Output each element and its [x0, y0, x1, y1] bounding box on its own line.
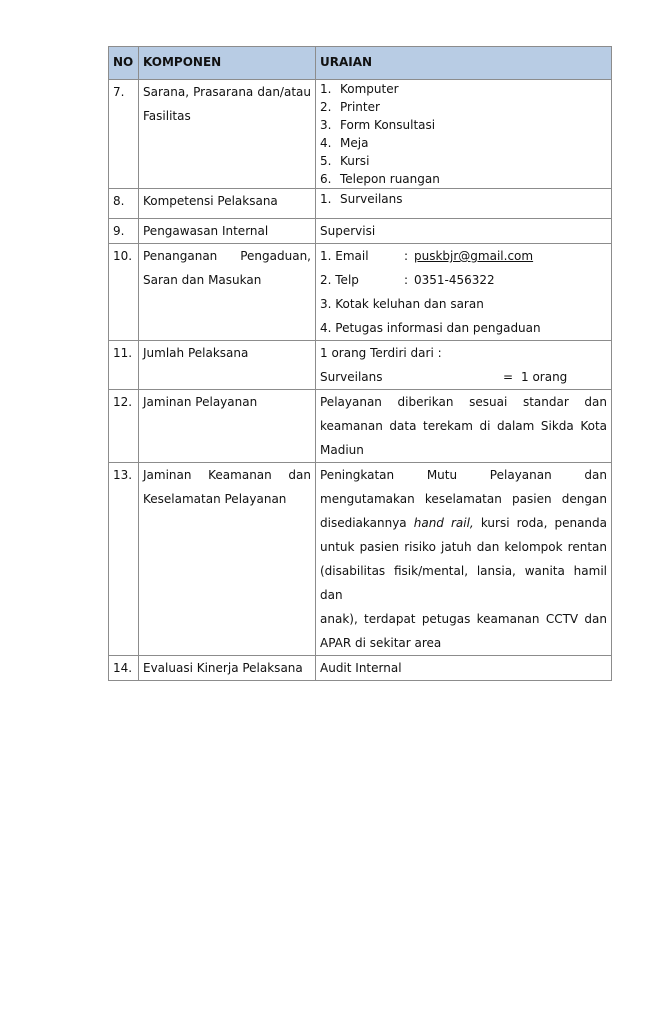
- uraian-line: (disabilitas fisik/mental, lansia, wanita hamil dan: [320, 564, 607, 602]
- uraian-line: untuk pasien risiko jatuh dan kelompok rentan: [320, 540, 607, 554]
- uraian-line: APAR di sekitar area: [320, 636, 442, 650]
- row-komponen: Jaminan Pelayanan: [139, 390, 316, 463]
- row-komponen: Evaluasi Kinerja Pelaksana: [139, 656, 316, 681]
- email-link[interactable]: puskbjr@gmail.com: [414, 249, 534, 263]
- table-row: [109, 244, 612, 341]
- uraian-line: Peningkatan Mutu Pelayanan dan: [320, 468, 607, 482]
- uraian-line: Madiun: [320, 443, 364, 457]
- list-item: 3. Kotak keluhan dan saran: [320, 297, 484, 311]
- row-uraian: [316, 189, 612, 219]
- table-row: [109, 219, 612, 244]
- list-item: 1. Surveilans: [320, 192, 403, 206]
- list-item: 1. Komputer: [320, 82, 399, 96]
- uraian-line: anak), terdapat petugas keamanan CCTV dan: [320, 612, 607, 626]
- uraian-line: 1 orang Terdiri dari :: [320, 346, 442, 360]
- table-row: [109, 656, 612, 681]
- row-uraian: Supervisi: [316, 219, 612, 244]
- komponen-line: Jaminan Keamanan dan: [143, 468, 311, 482]
- row-no: 14.: [109, 656, 139, 681]
- header-no: NO: [109, 47, 139, 80]
- list-item: 3. Form Konsultasi: [320, 118, 436, 132]
- komponen-line: Keselamatan Pelayanan: [143, 492, 287, 506]
- list-item: 2. Printer: [320, 100, 380, 114]
- uraian-line: Surveilans = 1 orang: [320, 370, 568, 384]
- row-komponen: Kompetensi Pelaksana: [139, 189, 316, 219]
- komponen-line: Penanganan Pengaduan,: [143, 249, 311, 263]
- row-komponen: [139, 244, 316, 341]
- row-no: 9.: [109, 219, 139, 244]
- komponen-table: [108, 46, 612, 681]
- list-item: 4. Petugas informasi dan pengaduan: [320, 321, 541, 335]
- row-komponen: Jumlah Pelaksana: [139, 341, 316, 390]
- uraian-line: keamanan data terekam di dalam Sikda Kota: [320, 419, 607, 433]
- row-uraian: [316, 80, 612, 189]
- row-no: 10.: [109, 244, 139, 341]
- row-uraian: [316, 390, 612, 463]
- header-uraian: URAIAN: [316, 47, 612, 80]
- uraian-line: disediakannya hand rail, kursi roda, penanda: [320, 516, 607, 530]
- row-uraian: Audit Internal: [316, 656, 612, 681]
- komponen-line: Sarana, Prasarana dan/atau: [143, 85, 311, 99]
- list-item: 6. Telepon ruangan: [320, 172, 440, 186]
- list-item: 4. Meja: [320, 136, 369, 150]
- table-header-row: [109, 47, 612, 80]
- komponen-line: Fasilitas: [143, 109, 191, 123]
- table-row: [109, 463, 612, 656]
- table-row: [109, 390, 612, 463]
- row-komponen: [139, 80, 316, 189]
- komponen-line: Saran dan Masukan: [143, 273, 262, 287]
- header-komponen: KOMPONEN: [139, 47, 316, 80]
- row-no: 12.: [109, 390, 139, 463]
- row-no: 13.: [109, 463, 139, 656]
- table-row: [109, 80, 612, 189]
- row-no: 7.: [109, 80, 139, 189]
- contact-telp: 2. Telp : 0351-456322: [320, 273, 495, 287]
- uraian-line: mengutamakan keselamatan pasien dengan: [320, 492, 607, 506]
- table-row: [109, 341, 612, 390]
- row-uraian: [316, 341, 612, 390]
- row-uraian: [316, 244, 612, 341]
- row-komponen: [139, 463, 316, 656]
- list-item: 5. Kursi: [320, 154, 370, 168]
- table-row: [109, 189, 612, 219]
- row-no: 11.: [109, 341, 139, 390]
- row-komponen: Pengawasan Internal: [139, 219, 316, 244]
- row-uraian: [316, 463, 612, 656]
- uraian-line: Pelayanan diberikan sesuai standar dan: [320, 395, 607, 409]
- row-no: 8.: [109, 189, 139, 219]
- contact-email: 1. Email : puskbjr@gmail.com: [320, 249, 534, 263]
